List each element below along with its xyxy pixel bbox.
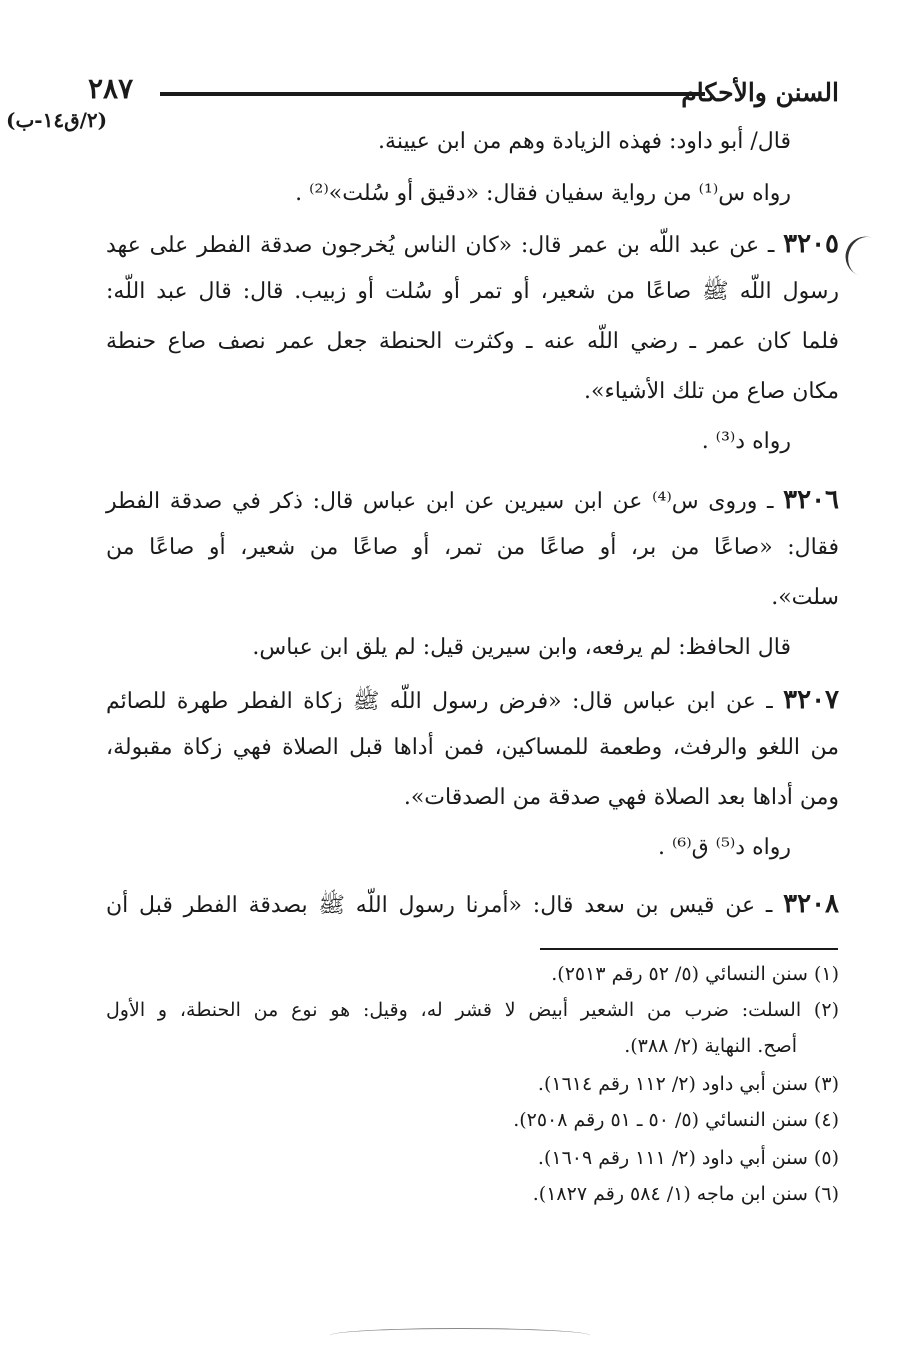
margin-bracket-mark xyxy=(840,231,877,277)
text-line: من اللغو والرفث، وطعمة للمساكين، فمن أداها قبل الصلاة فهي زكاة مقبولة، xyxy=(106,735,839,760)
footnote: (١) سنن النسائي (٥/ ٥٢ رقم ٢٥١٣). xyxy=(551,963,839,985)
text-line: رسول اللّه ﷺ صاعًا من شعير، أو تمر أو سُلت أو زبيب. قال: قال عبد اللّه: xyxy=(106,279,839,304)
text-line: مكان صاع من تلك الأشياء». xyxy=(584,379,839,404)
footnote: (٥) سنن أبي داود (٢/ ١١١ رقم ١٦٠٩). xyxy=(537,1147,839,1169)
hadith-3208-line: ٣٢٠٨ ـ عن قيس بن سعد قال: «أمرنا رسول اللّه ﷺ بصدقة الفطر قبل أن xyxy=(106,889,839,919)
footnote: (٣) سنن أبي داود (٢/ ١١٢ رقم ١٦١٤). xyxy=(537,1073,839,1095)
text-line: ومن أداها بعد الصلاة فهي صدقة من الصدقات». xyxy=(403,785,839,810)
footnote: (٢) السلت: ضرب من الشعير أبيض لا قشر له، وقيل: هو نوع من الحنطة، و الأول xyxy=(106,999,839,1021)
hadith-3206-line: ٣٢٠٦ ـ وروى س⁽⁴⁾ عن ابن سيرين عن ابن عباس قال: ذكر في صدقة الفطر xyxy=(106,485,839,515)
text-line: قال الحافظ: لم يرفعه، وابن سيرين قيل: لم يلق ابن عباس. xyxy=(252,635,791,660)
text-line: قال/ أبو داود: فهذه الزيادة وهم من ابن عيينة. xyxy=(378,129,791,154)
scan-artifact-curve xyxy=(330,1328,590,1343)
hadith-number: ٣٢٠٥ xyxy=(783,229,839,259)
manuscript-reference: (٢/ق١٤-ب) xyxy=(6,108,108,132)
footnote: (٤) سنن النسائي (٥/ ٥٠ ـ ٥١ رقم ٢٥٠٨). xyxy=(513,1109,839,1131)
hadith-number: ٣٢٠٨ xyxy=(783,889,839,919)
hadith-3207-line: ٣٢٠٧ ـ عن ابن عباس قال: «فرض رسول اللّه ﷺ زكاة الفطر طهرة للصائم xyxy=(106,685,839,715)
hadith-3205-line: ٣٢٠٥ ـ عن عبد اللّه بن عمر قال: «كان الناس يُخرجون صدقة الفطر على عهد xyxy=(106,229,839,259)
text-line: فلما كان عمر ـ رضي اللّه عنه ـ وكثرت الحنطة جعل عمر نصف صاع حنطة xyxy=(106,329,839,354)
hadith-number: ٣٢٠٦ xyxy=(783,485,839,515)
footnote: (٦) سنن ابن ماجه (١/ ٥٨٤ رقم ١٨٢٧). xyxy=(532,1183,839,1205)
text-line: فقال: «صاعًا من بر، أو صاعًا من تمر، أو صاعًا من شعير، أو صاعًا من xyxy=(106,535,839,560)
running-header-title: السنن والأحكام xyxy=(681,78,839,107)
footnote-continuation: أصح. النهاية (٢/ ٣٨٨). xyxy=(624,1035,797,1057)
hadith-number: ٣٢٠٧ xyxy=(783,685,839,715)
header-rule xyxy=(160,92,705,96)
text-line: رواه د⁽³⁾ . xyxy=(701,429,791,454)
text-line: سلت». xyxy=(771,585,839,610)
text-line: رواه د⁽⁵⁾ ق⁽⁶⁾ . xyxy=(657,835,791,860)
page-number: ٢٨٧ xyxy=(88,72,134,105)
text-line: رواه س⁽¹⁾ من رواية سفيان فقال: «دقيق أو سُلت»⁽²⁾ . xyxy=(295,181,791,206)
footnote-separator xyxy=(540,948,838,950)
